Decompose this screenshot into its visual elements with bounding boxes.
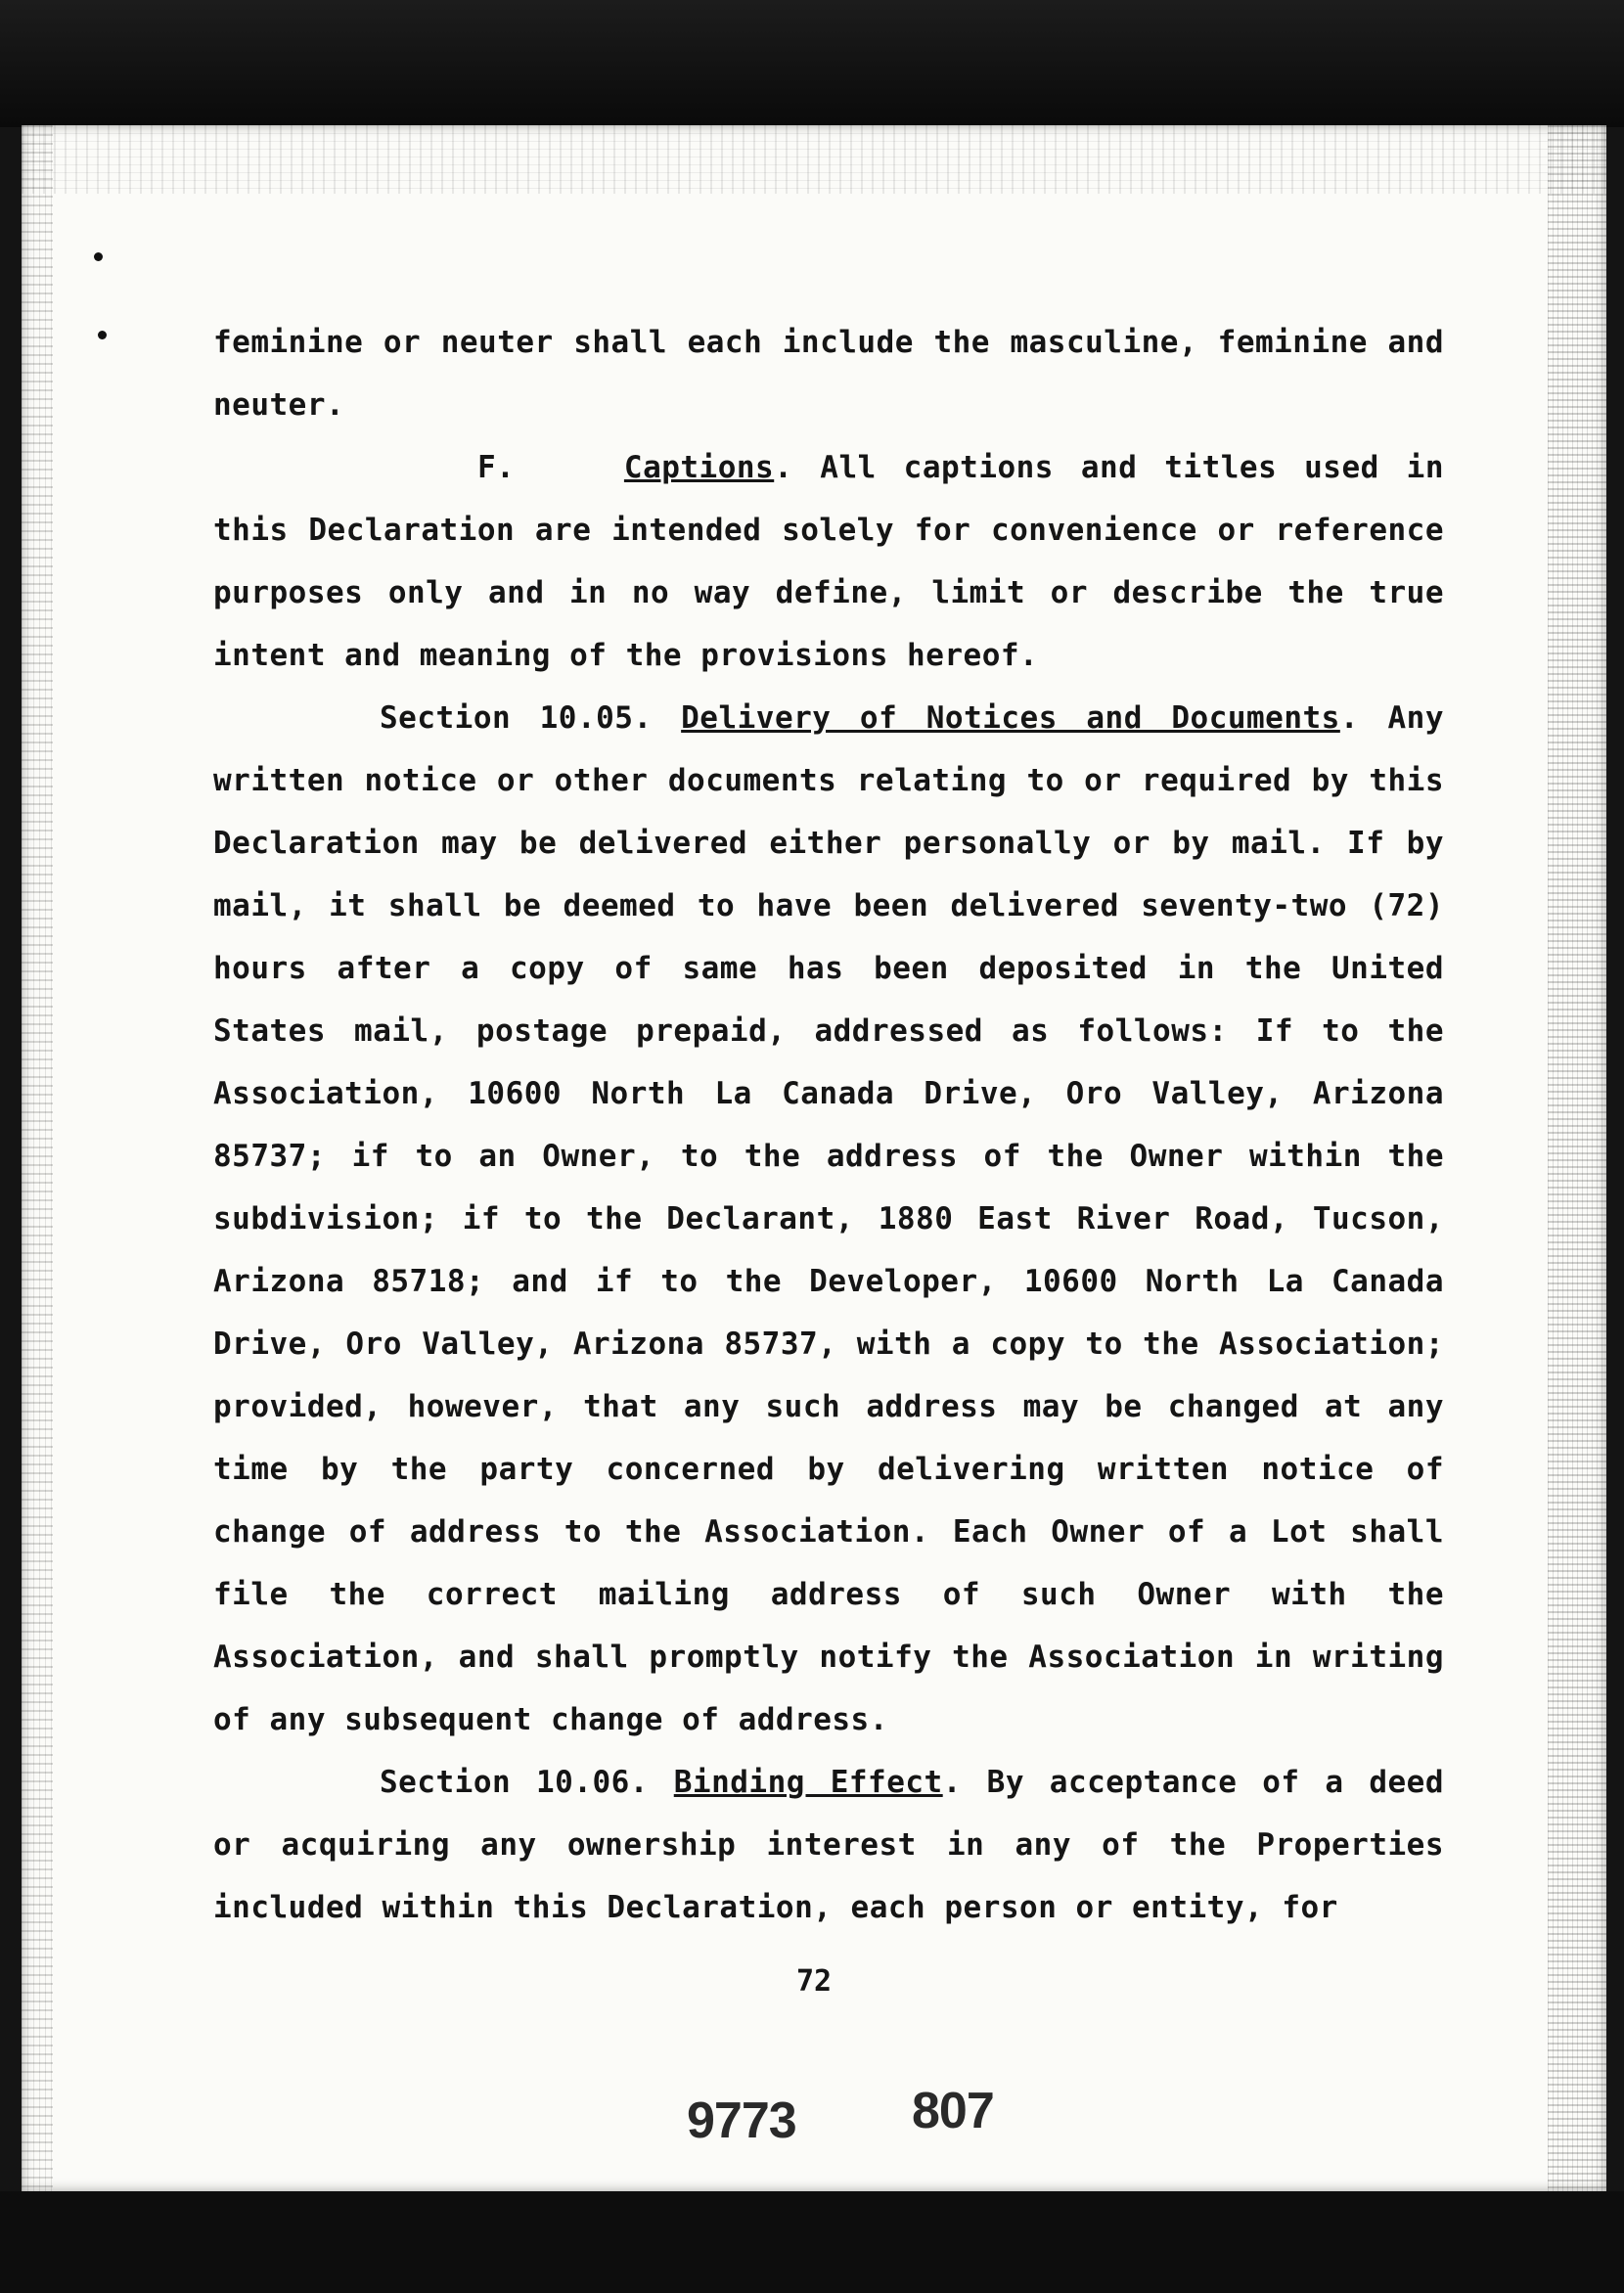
body-text: [213, 311, 1444, 1939]
scan-noise-top: [22, 125, 1606, 194]
section-10-06-body: . By acceptance of a deed or acquiring any ownership interest in any of the Properties included within this Declaration, each person or entity, for: [213, 1765, 1444, 1925]
margin-mark: [94, 252, 103, 261]
paragraph-section-10-05: [213, 687, 1444, 1751]
page-number: 72: [795, 1964, 833, 1999]
section-10-06-heading: Binding Effect: [673, 1765, 943, 1800]
scan-noise-right: [1548, 125, 1606, 2191]
paragraph-captions: [213, 436, 1444, 687]
paragraph-intro: feminine or neuter shall each include the masculine, feminine and neuter.: [213, 325, 1444, 423]
document-page: [22, 125, 1606, 2191]
captions-heading: Captions: [623, 450, 775, 485]
scan-top-border: [0, 0, 1624, 127]
scan-bottom-border: [0, 2191, 1624, 2293]
scan-noise-left: [22, 125, 53, 2191]
captions-letter: F.: [477, 450, 516, 485]
section-10-06-number: Section 10.06.: [380, 1765, 649, 1800]
captions-body: . All captions and titles used in this Declaration are intended solely for convenience or reference purposes only and in no way define, limit or describe the true intent and meaning of the provisions hereof.: [213, 450, 1444, 673]
section-10-05-heading: Delivery of Notices and Documents: [681, 700, 1340, 736]
section-10-05-body: . Any written notice or other documents relating to or required by this Declaration may be delivered either personally or by mail. If by mail, it shall be deemed to have been delivered seventy-two (72) hours after a copy of same has been deposited in the United States mail, postage prepaid, addressed as follows: If to the Association, 10600 North La Canada Drive, Oro Valley, Arizona 85737; if to an Owner, to the address of the Owner within the subdivision; if to the Declarant, 1880 East River Road, Tucson, Arizona 85718; and if to the Developer, 10600 North La Canada Drive, Oro Valley, Arizona 85737, with a copy to the Association; provided, however, that any such address may be changed at any time by the party concerned by delivering written notice of change of address to the Association. Each Owner of a Lot shall file the correct mailing address of such Owner with the Association, and shall promptly notify the Association in writing of any subsequent change of address.: [213, 700, 1444, 1737]
section-10-05-number: Section 10.05.: [380, 700, 653, 736]
margin-mark: [98, 331, 107, 339]
recorder-page-stamp: 807: [912, 2083, 994, 2139]
recorder-docket-stamp: 9773: [687, 2092, 796, 2149]
paragraph-section-10-06: [213, 1751, 1444, 1939]
